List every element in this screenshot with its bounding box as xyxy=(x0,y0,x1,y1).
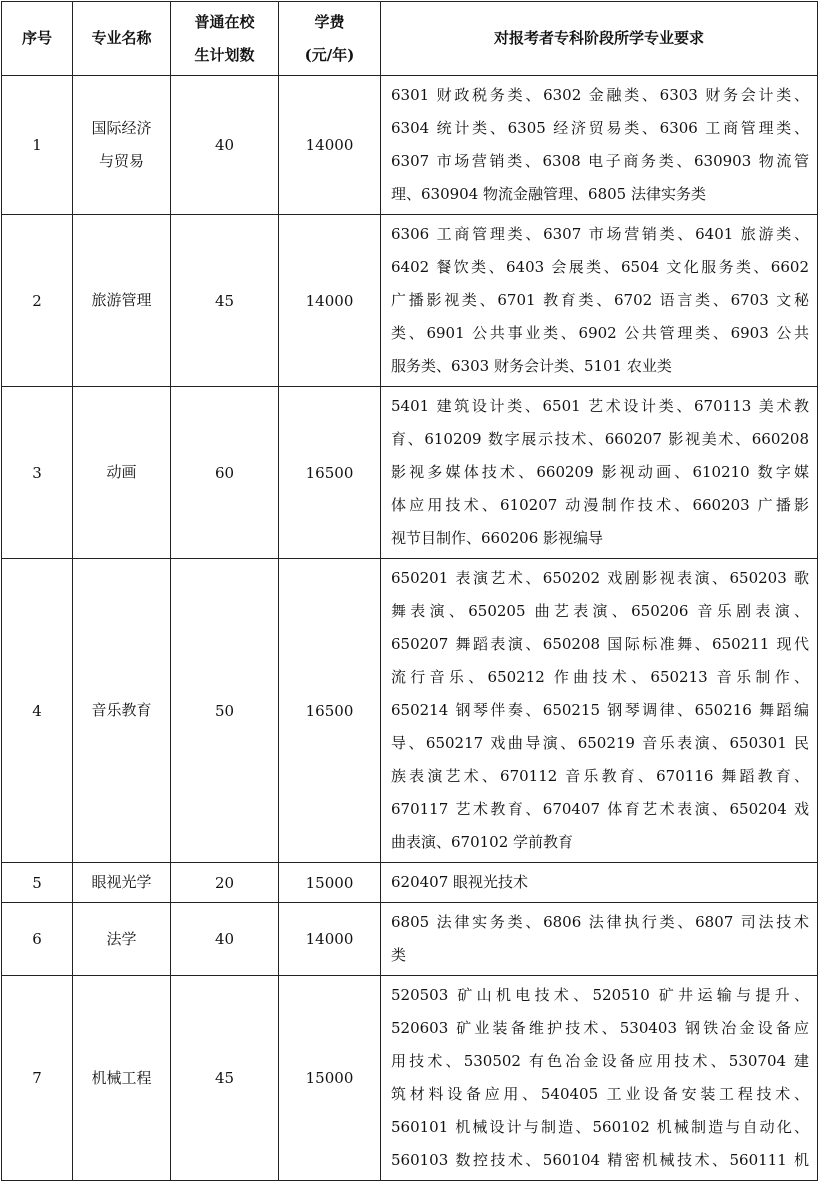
major-line: 国际经济 xyxy=(91,119,152,137)
requirement-line: 导、650217 戏曲导演、650219 音乐表演、650301 民 xyxy=(391,734,809,752)
requirement-line: 670117 艺术教育、670407 体育艺术表演、650204 戏 xyxy=(391,800,809,818)
requirement-line: 520503 矿山机电技术、520510 矿井运输与提升、 xyxy=(391,986,809,1004)
header-fee-line: 学费 xyxy=(314,12,345,31)
row-plan: 45 xyxy=(171,976,279,1181)
requirement-line: 6306 工商管理类、6307 市场营销类、6401 旅游类、 xyxy=(391,225,809,243)
row-requirement xyxy=(381,863,818,903)
header-major: 专业名称 xyxy=(73,2,171,76)
row-requirement xyxy=(381,903,818,976)
row-plan: 20 xyxy=(171,863,279,903)
header-fee xyxy=(279,2,381,76)
requirement-line: 6402 餐饮类、6403 会展类、6504 文化服务类、6602 xyxy=(391,258,809,276)
table-row xyxy=(2,903,818,976)
requirement-line: 族表演艺术、670112 音乐教育、670116 舞蹈教育、 xyxy=(391,767,809,785)
requirement-line: 类、6901 公共事业类、6902 公共管理类、6903 公共 xyxy=(391,324,809,342)
row-fee: 14000 xyxy=(279,903,381,976)
row-major xyxy=(73,559,171,863)
requirement-line: 视节目制作、660206 影视编导 xyxy=(391,529,604,547)
requirement-line: 6304 统计类、6305 经济贸易类、6306 工商管理类、 xyxy=(391,119,809,137)
requirement-line: 用技术、530502 有色冶金设备应用技术、530704 建 xyxy=(391,1052,809,1070)
requirement-line: 舞表演、650205 曲艺表演、650206 音乐剧表演、 xyxy=(391,602,809,620)
table-row xyxy=(2,387,818,559)
row-index: 7 xyxy=(2,976,73,1181)
row-plan: 60 xyxy=(171,387,279,559)
row-major xyxy=(73,903,171,976)
row-index: 4 xyxy=(2,559,73,863)
row-fee: 15000 xyxy=(279,976,381,1181)
requirement-line: 6301 财政税务类、6302 金融类、6303 财务会计类、 xyxy=(391,86,809,104)
row-requirement xyxy=(381,215,818,387)
row-index: 1 xyxy=(2,76,73,215)
row-requirement xyxy=(381,976,818,1181)
requirement-line: 理、630904 物流金融管理、6805 法律实务类 xyxy=(391,185,706,203)
row-index: 3 xyxy=(2,387,73,559)
row-fee: 16500 xyxy=(279,559,381,863)
requirement-line: 服务类、6303 财务会计类、5101 农业类 xyxy=(391,357,672,375)
row-index: 5 xyxy=(2,863,73,903)
row-fee: 16500 xyxy=(279,387,381,559)
major-line: 动画 xyxy=(106,463,137,481)
row-requirement xyxy=(381,76,818,215)
row-plan: 50 xyxy=(171,559,279,863)
row-fee: 14000 xyxy=(279,76,381,215)
major-line: 法学 xyxy=(106,929,137,948)
requirement-line: 类 xyxy=(391,946,407,964)
row-index: 2 xyxy=(2,215,73,387)
requirement-line: 620407 眼视光技术 xyxy=(391,873,529,891)
requirement-line: 筑材料设备应用、540405 工业设备安装工程技术、 xyxy=(391,1085,809,1103)
row-major xyxy=(73,976,171,1181)
row-plan: 40 xyxy=(171,903,279,976)
header-fee-line: (元/年) xyxy=(304,45,355,64)
row-fee: 14000 xyxy=(279,215,381,387)
row-requirement xyxy=(381,387,818,559)
requirement-line: 650214 钢琴伴奏、650215 钢琴调律、650216 舞蹈编 xyxy=(391,701,809,719)
requirement-line: 560101 机械设计与制造、560102 机械制造与自动化、 xyxy=(391,1118,809,1136)
major-line: 音乐教育 xyxy=(91,701,152,719)
requirement-line: 560103 数控技术、560104 精密机械技术、560111 机 xyxy=(391,1151,809,1169)
header-plan-line: 生计划数 xyxy=(194,45,255,64)
table-row xyxy=(2,76,818,215)
row-plan: 40 xyxy=(171,76,279,215)
table-row xyxy=(2,863,818,903)
requirement-line: 650207 舞蹈表演、650208 国际标准舞、650211 现代 xyxy=(391,635,809,653)
requirement-line: 流行音乐、650212 作曲技术、650213 音乐制作、 xyxy=(391,668,809,686)
requirement-line: 体应用技术、610207 动漫制作技术、660203 广播影 xyxy=(391,496,809,514)
requirement-line: 6805 法律实务类、6806 法律执行类、6807 司法技术 xyxy=(391,913,809,931)
requirement-line: 650201 表演艺术、650202 戏剧影视表演、650203 歌 xyxy=(391,569,809,587)
major-line: 旅游管理 xyxy=(91,291,152,309)
requirement-line: 520603 矿业装备维护技术、530403 钢铁冶金设备应 xyxy=(391,1019,809,1037)
major-line: 与贸易 xyxy=(98,152,144,170)
header-plan-line: 普通在校 xyxy=(194,12,255,31)
row-plan: 45 xyxy=(171,215,279,387)
requirement-line: 6307 市场营销类、6308 电子商务类、630903 物流管 xyxy=(391,152,809,170)
major-line: 眼视光学 xyxy=(91,873,152,891)
table-row xyxy=(2,559,818,863)
requirement-line: 影视多媒体技术、660209 影视动画、610210 数字媒 xyxy=(391,463,809,481)
requirement-line: 5401 建筑设计类、6501 艺术设计类、670113 美术教 xyxy=(391,397,809,415)
requirement-line: 育、610209 数字展示技术、660207 影视美术、660208 xyxy=(391,430,809,448)
row-index: 6 xyxy=(2,903,73,976)
row-major xyxy=(73,215,171,387)
header-requirement: 对报考者专科阶段所学专业要求 xyxy=(381,2,818,76)
table-row xyxy=(2,215,818,387)
requirement-line: 曲表演、670102 学前教育 xyxy=(391,833,574,851)
major-line: 机械工程 xyxy=(91,1068,152,1087)
row-major xyxy=(73,387,171,559)
header-plan xyxy=(171,2,279,76)
table-row xyxy=(2,976,818,1181)
row-fee: 15000 xyxy=(279,863,381,903)
row-major xyxy=(73,863,171,903)
requirement-line: 广播影视类、6701 教育类、6702 语言类、6703 文秘 xyxy=(391,291,809,309)
header-index: 序号 xyxy=(2,2,73,76)
row-major xyxy=(73,76,171,215)
row-requirement xyxy=(381,559,818,863)
table-header-row xyxy=(2,2,818,76)
admission-majors-table xyxy=(1,1,818,1181)
